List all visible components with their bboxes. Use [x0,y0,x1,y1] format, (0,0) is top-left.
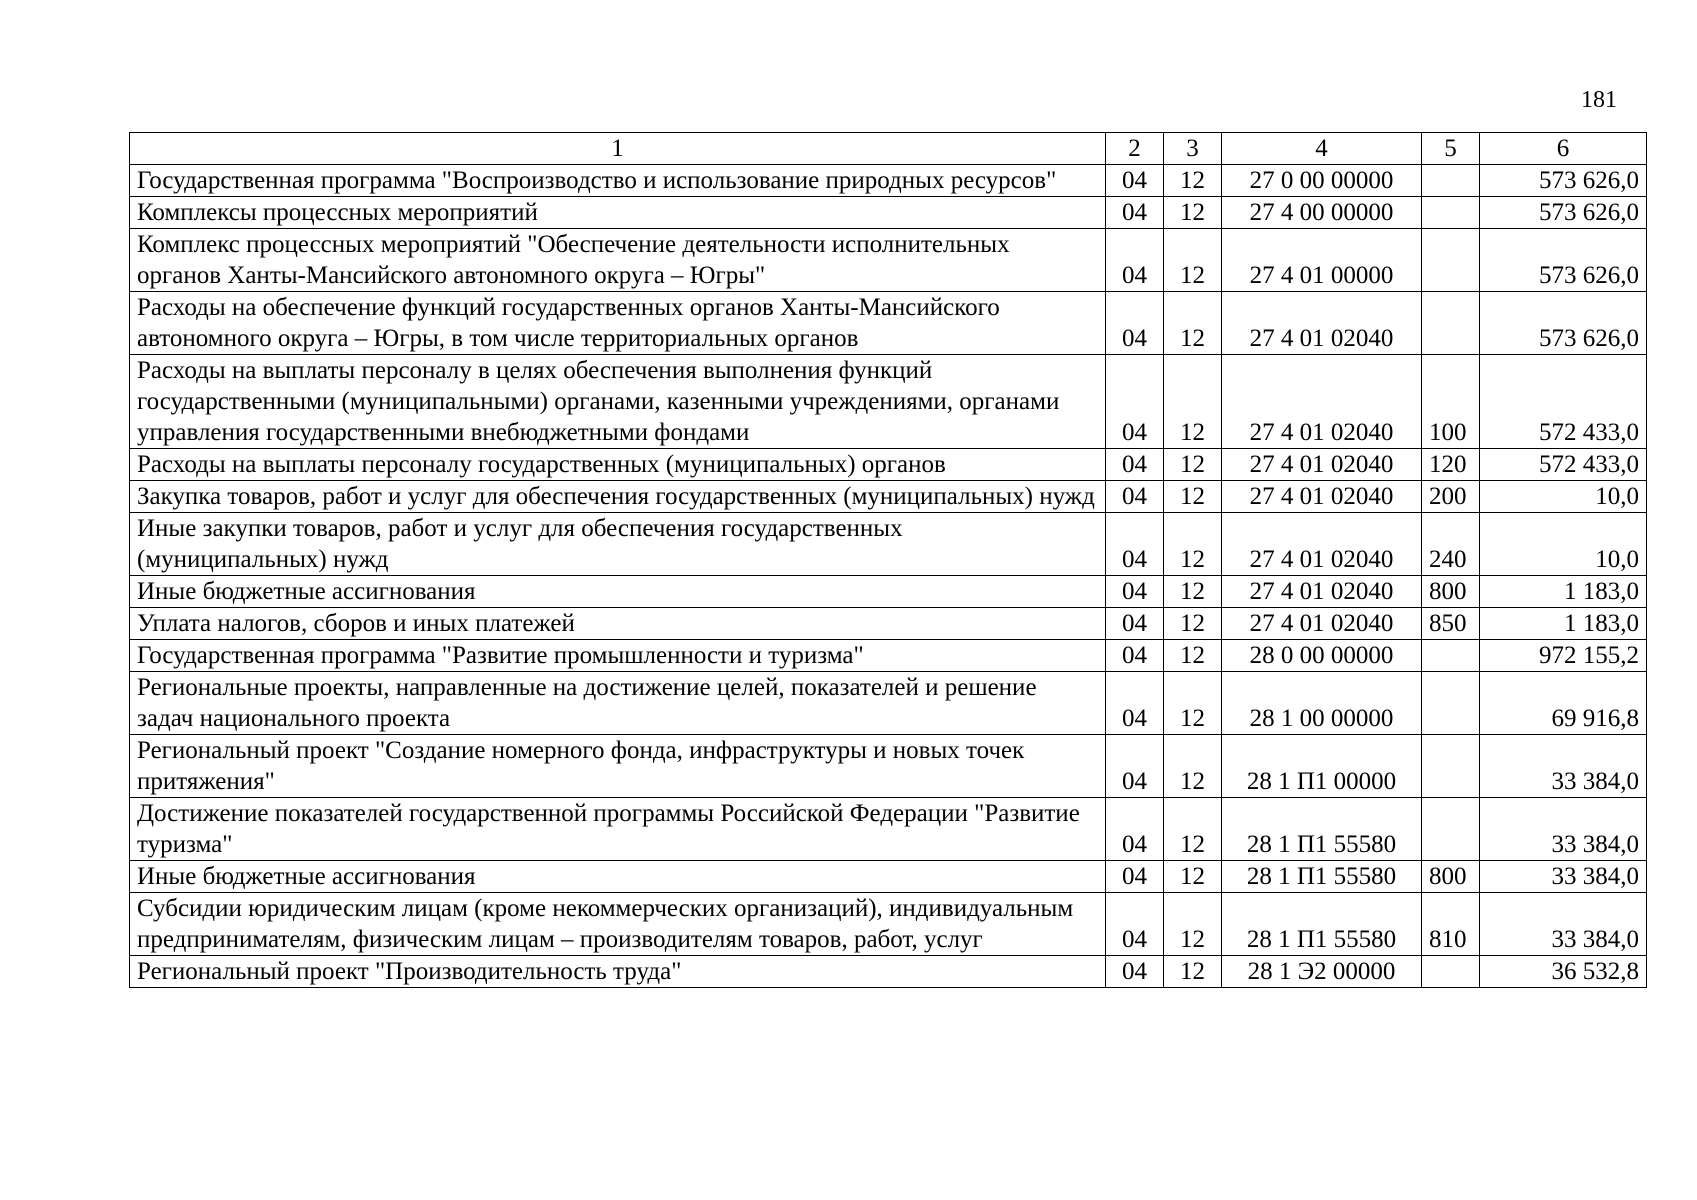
subsection-code-cell: 12 [1164,576,1222,608]
row-name-cell: Региональные проекты, направленные на достижение целей, показателей и решение задач национального проекта [130,672,1106,735]
amount-cell: 33 384,0 [1480,798,1647,861]
section-code-cell: 04 [1106,481,1164,513]
row-name-cell: Иные бюджетные ассигнования [130,576,1106,608]
target-article-cell: 27 4 01 02040 [1222,576,1422,608]
expense-type-cell [1422,165,1480,197]
target-article-cell: 27 4 01 02040 [1222,608,1422,640]
target-article-cell: 27 4 00 00000 [1222,197,1422,229]
table-row [130,292,1647,355]
subsection-code-cell: 12 [1164,292,1222,355]
row-name-cell: Расходы на обеспечение функций государственных органов Ханты-Мансийского автономного округа – Югры, в том числе территориальных органов [130,292,1106,355]
row-name-cell: Комплексы процессных мероприятий [130,197,1106,229]
target-article-cell: 27 4 01 02040 [1222,355,1422,449]
target-article-cell: 28 1 00 00000 [1222,672,1422,735]
row-name-cell: Государственная программа "Развитие промышленности и туризма" [130,640,1106,672]
subsection-code-cell: 12 [1164,861,1222,893]
expense-type-cell [1422,292,1480,355]
amount-cell: 10,0 [1480,481,1647,513]
amount-cell: 572 433,0 [1480,449,1647,481]
section-code-cell: 04 [1106,229,1164,292]
expense-type-cell: 100 [1422,355,1480,449]
section-code-cell: 04 [1106,798,1164,861]
section-code-cell: 04 [1106,608,1164,640]
amount-cell: 33 384,0 [1480,735,1647,798]
amount-cell: 972 155,2 [1480,640,1647,672]
expense-type-cell: 800 [1422,861,1480,893]
subsection-code-cell: 12 [1164,513,1222,576]
page-number: 181 [1581,87,1617,113]
target-article-cell: 28 1 П1 55580 [1222,861,1422,893]
target-article-cell: 28 1 П1 00000 [1222,735,1422,798]
amount-cell: 573 626,0 [1480,229,1647,292]
header-cell: 1 [130,133,1106,165]
expense-type-cell [1422,229,1480,292]
section-code-cell: 04 [1106,861,1164,893]
header-cell: 5 [1422,133,1480,165]
table-row [130,672,1647,735]
subsection-code-cell: 12 [1164,640,1222,672]
table-row [130,956,1647,988]
section-code-cell: 04 [1106,893,1164,956]
expense-type-cell: 800 [1422,576,1480,608]
target-article-cell: 27 4 01 02040 [1222,449,1422,481]
expense-type-cell: 200 [1422,481,1480,513]
amount-cell: 573 626,0 [1480,292,1647,355]
row-name-cell: Уплата налогов, сборов и иных платежей [130,608,1106,640]
row-name-cell: Расходы на выплаты персоналу государственных (муниципальных) органов [130,449,1106,481]
row-name-cell: Расходы на выплаты персоналу в целях обеспечения выполнения функций государственными (муниципальными) органами, казенными учреждениями, органами управления государственными внебюджетными фондами [130,355,1106,449]
expense-type-cell: 240 [1422,513,1480,576]
table-row [130,893,1647,956]
amount-cell: 1 183,0 [1480,608,1647,640]
target-article-cell: 27 0 00 00000 [1222,165,1422,197]
amount-cell: 573 626,0 [1480,165,1647,197]
header-cell: 4 [1222,133,1422,165]
table-row [130,229,1647,292]
target-article-cell: 28 1 П1 55580 [1222,893,1422,956]
subsection-code-cell: 12 [1164,956,1222,988]
section-code-cell: 04 [1106,735,1164,798]
table-row [130,608,1647,640]
expense-type-cell: 120 [1422,449,1480,481]
expense-type-cell: 810 [1422,893,1480,956]
amount-cell: 10,0 [1480,513,1647,576]
amount-cell: 36 532,8 [1480,956,1647,988]
budget-table [129,132,1647,988]
table-row [130,449,1647,481]
expense-type-cell [1422,798,1480,861]
amount-cell: 572 433,0 [1480,355,1647,449]
table-row [130,798,1647,861]
section-code-cell: 04 [1106,449,1164,481]
table-row [130,576,1647,608]
target-article-cell: 27 4 01 02040 [1222,292,1422,355]
header-cell: 2 [1106,133,1164,165]
header-row [130,133,1647,165]
table-row [130,513,1647,576]
amount-cell: 1 183,0 [1480,576,1647,608]
row-name-cell: Комплекс процессных мероприятий "Обеспечение деятельности исполнительных органов Ханты-Мансийского автономного округа – Югры" [130,229,1106,292]
subsection-code-cell: 12 [1164,608,1222,640]
expense-type-cell [1422,672,1480,735]
subsection-code-cell: 12 [1164,481,1222,513]
row-name-cell: Региональный проект "Производительность труда" [130,956,1106,988]
table-row [130,165,1647,197]
subsection-code-cell: 12 [1164,672,1222,735]
table-row [130,481,1647,513]
expense-type-cell: 850 [1422,608,1480,640]
row-name-cell: Иные закупки товаров, работ и услуг для обеспечения государственных (муниципальных) нужд [130,513,1106,576]
section-code-cell: 04 [1106,355,1164,449]
amount-cell: 33 384,0 [1480,861,1647,893]
table-row [130,735,1647,798]
table-row [130,640,1647,672]
row-name-cell: Иные бюджетные ассигнования [130,861,1106,893]
subsection-code-cell: 12 [1164,893,1222,956]
subsection-code-cell: 12 [1164,197,1222,229]
expense-type-cell [1422,735,1480,798]
subsection-code-cell: 12 [1164,449,1222,481]
section-code-cell: 04 [1106,292,1164,355]
amount-cell: 33 384,0 [1480,893,1647,956]
section-code-cell: 04 [1106,197,1164,229]
section-code-cell: 04 [1106,165,1164,197]
subsection-code-cell: 12 [1164,355,1222,449]
table-row [130,861,1647,893]
table-row [130,355,1647,449]
target-article-cell: 27 4 01 02040 [1222,481,1422,513]
section-code-cell: 04 [1106,640,1164,672]
section-code-cell: 04 [1106,956,1164,988]
expense-type-cell [1422,956,1480,988]
subsection-code-cell: 12 [1164,165,1222,197]
row-name-cell: Региональный проект "Создание номерного фонда, инфраструктуры и новых точек притяжения" [130,735,1106,798]
row-name-cell: Достижение показателей государственной программы Российской Федерации "Развитие туризма" [130,798,1106,861]
row-name-cell: Закупка товаров, работ и услуг для обеспечения государственных (муниципальных) нужд [130,481,1106,513]
section-code-cell: 04 [1106,672,1164,735]
target-article-cell: 28 0 00 00000 [1222,640,1422,672]
subsection-code-cell: 12 [1164,229,1222,292]
amount-cell: 573 626,0 [1480,197,1647,229]
subsection-code-cell: 12 [1164,798,1222,861]
target-article-cell: 28 1 П1 55580 [1222,798,1422,861]
table-row [130,197,1647,229]
expense-type-cell [1422,197,1480,229]
subsection-code-cell: 12 [1164,735,1222,798]
section-code-cell: 04 [1106,513,1164,576]
header-cell: 3 [1164,133,1222,165]
target-article-cell: 28 1 Э2 00000 [1222,956,1422,988]
header-cell: 6 [1480,133,1647,165]
amount-cell: 69 916,8 [1480,672,1647,735]
expense-type-cell [1422,640,1480,672]
section-code-cell: 04 [1106,576,1164,608]
row-name-cell: Государственная программа "Воспроизводство и использование природных ресурсов" [130,165,1106,197]
row-name-cell: Субсидии юридическим лицам (кроме некоммерческих организаций), индивидуальным предпринимателям, физическим лицам – производителям товаров, работ, услуг [130,893,1106,956]
target-article-cell: 27 4 01 02040 [1222,513,1422,576]
target-article-cell: 27 4 01 00000 [1222,229,1422,292]
